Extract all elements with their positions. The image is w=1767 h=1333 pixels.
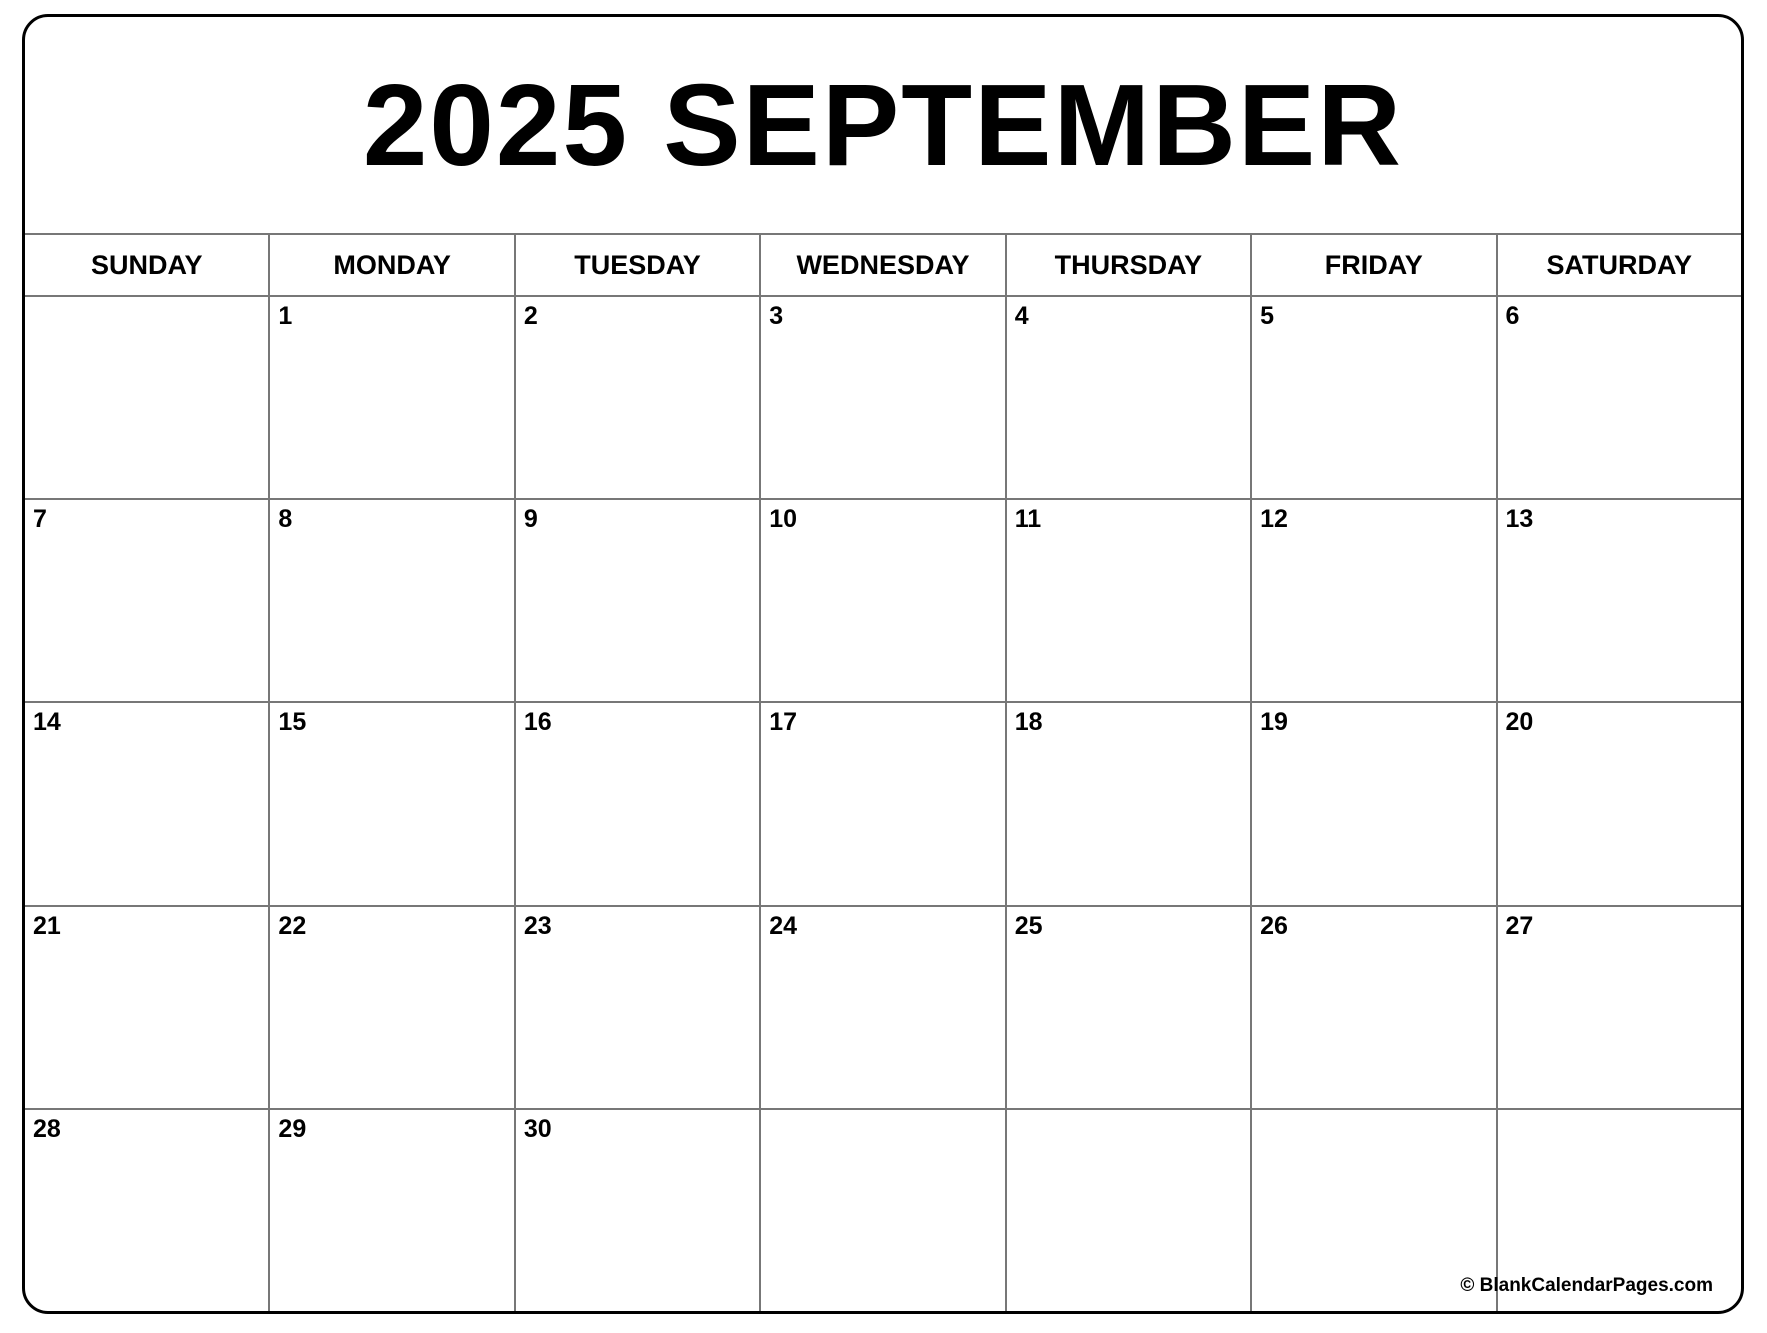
- day-number: 22: [278, 911, 307, 940]
- day-cell[interactable]: [25, 907, 270, 1108]
- day-cell[interactable]: [1007, 703, 1252, 904]
- weekday-header-tuesday: TUESDAY: [516, 235, 761, 295]
- day-cell[interactable]: [761, 500, 1006, 701]
- day-number: 26: [1260, 911, 1288, 940]
- day-cell[interactable]: [25, 500, 270, 701]
- day-number: 10: [769, 505, 798, 534]
- day-number: 30: [523, 1114, 552, 1143]
- day-number: 8: [278, 505, 293, 534]
- day-number: 25: [1014, 911, 1043, 940]
- weekday-header-sunday: SUNDAY: [25, 235, 270, 295]
- day-number: 17: [769, 708, 798, 737]
- day-number: 14: [33, 708, 61, 737]
- day-cell[interactable]: [270, 1110, 515, 1311]
- day-cell[interactable]: [761, 907, 1006, 1108]
- day-number: 7: [33, 505, 47, 534]
- calendar-week-row: [25, 297, 1741, 500]
- day-number: 20: [1505, 708, 1534, 737]
- day-number: 15: [278, 708, 307, 737]
- day-cell[interactable]: [270, 907, 515, 1108]
- day-cell[interactable]: [270, 703, 515, 904]
- day-cell[interactable]: [1007, 1110, 1252, 1311]
- day-number: 19: [1260, 708, 1288, 737]
- day-cell[interactable]: [516, 500, 761, 701]
- day-cell[interactable]: [1252, 907, 1497, 1108]
- day-cell[interactable]: [25, 703, 270, 904]
- weekday-header-thursday: THURSDAY: [1007, 235, 1252, 295]
- site-credit: © BlankCalendarPages.com: [1460, 1275, 1713, 1296]
- page-title: 2025 SEPTEMBER: [362, 60, 1404, 190]
- calendar-title-bar: [25, 17, 1741, 235]
- calendar-grid: [25, 297, 1741, 1311]
- day-cell[interactable]: [516, 297, 761, 498]
- day-cell[interactable]: [270, 297, 515, 498]
- day-number: 29: [278, 1114, 307, 1143]
- weekday-header-saturday: SATURDAY: [1546, 249, 1692, 280]
- day-number: 3: [769, 302, 784, 330]
- day-cell[interactable]: [1252, 703, 1497, 904]
- day-number: 6: [1505, 302, 1520, 330]
- calendar-week-row: [25, 907, 1741, 1110]
- day-number: 2: [523, 302, 538, 330]
- day-number: 11: [1014, 505, 1042, 534]
- calendar-week-row: [25, 500, 1741, 703]
- day-cell[interactable]: [1252, 297, 1497, 498]
- day-number: 13: [1505, 505, 1534, 534]
- day-number: 12: [1260, 505, 1288, 534]
- day-number: 16: [523, 708, 552, 737]
- day-cell[interactable]: [1498, 907, 1741, 1108]
- day-cell[interactable]: [270, 500, 515, 701]
- day-cell[interactable]: [761, 297, 1006, 498]
- weekday-header-row: [25, 235, 1741, 297]
- day-cell[interactable]: [1007, 297, 1252, 498]
- day-cell[interactable]: [25, 297, 270, 498]
- weekday-header-monday: MONDAY: [270, 235, 515, 295]
- day-cell[interactable]: [1498, 703, 1741, 904]
- calendar-week-row: [25, 703, 1741, 906]
- calendar-container: [22, 14, 1744, 1314]
- day-number: 23: [523, 911, 552, 940]
- day-number: 1: [278, 302, 293, 330]
- day-number: 28: [33, 1114, 61, 1143]
- day-number: 4: [1014, 302, 1029, 330]
- day-cell[interactable]: [516, 907, 761, 1108]
- day-cell[interactable]: [1007, 500, 1252, 701]
- weekday-header-wednesday: WEDNESDAY: [761, 235, 1006, 295]
- day-cell[interactable]: [25, 1110, 270, 1311]
- day-cell[interactable]: [516, 1110, 761, 1311]
- day-cell[interactable]: [761, 1110, 1006, 1311]
- day-cell[interactable]: [1252, 500, 1497, 701]
- day-cell[interactable]: [516, 703, 761, 904]
- day-number: 24: [769, 911, 798, 940]
- day-number: 5: [1260, 302, 1275, 330]
- day-number: 9: [523, 505, 538, 534]
- day-number: 27: [1505, 911, 1534, 940]
- day-cell[interactable]: [1498, 297, 1741, 498]
- day-cell[interactable]: [1498, 500, 1741, 701]
- day-number: 21: [33, 911, 61, 940]
- day-cell[interactable]: [1007, 907, 1252, 1108]
- weekday-header-friday: FRIDAY: [1252, 235, 1497, 295]
- day-number: 18: [1014, 708, 1043, 737]
- day-cell[interactable]: [761, 703, 1006, 904]
